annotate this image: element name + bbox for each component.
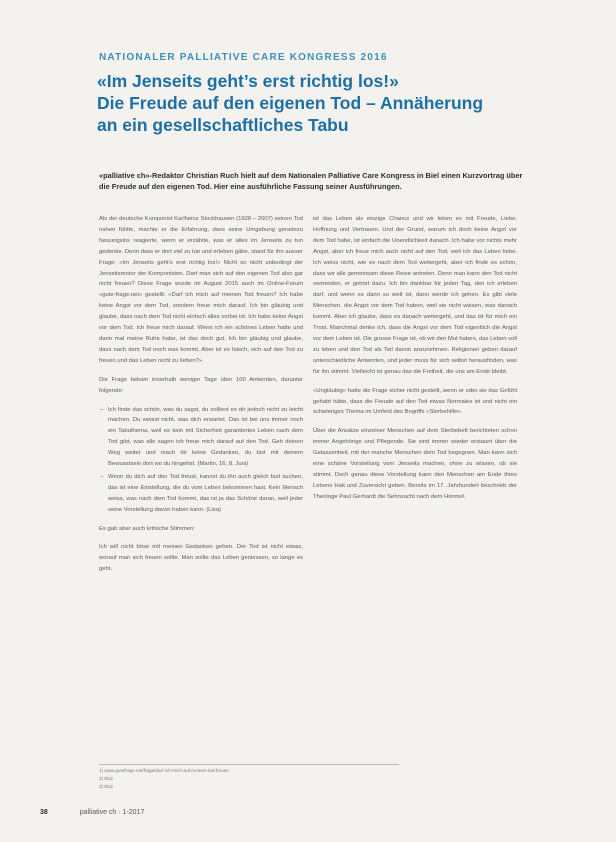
paragraph: «Ungläubig» hatte die Frage sicher nicht gestellt, wenn er oder sie das Gefühl gehabt hätte, dass die Freude auf den Tod etwas Normales ist und nicht ein schwieriges Thema im Umfeld des Begriffs «Sterbehilfe». <box>313 387 517 416</box>
list-item: – Wenn du dich auf den Tod freust, kannst du ihn auch gleich fast suchen, das ist eine Einstellung, die du vom Leben bekommen hast. Kein Mensch weiss, was nach dem Tod kommt, das ist ja das Schöne daran, weil jeder seine Vorstellung davon haben kann. (Lisa) <box>108 472 303 516</box>
footnote: 1) www.gutefrage.net/frage/darf-ich-mich-auf-meinen-tod-freuen <box>99 768 229 773</box>
paragraph: Die Frage bekam innerhalb weniger Tage über 100 Antworten, darunter folgende: <box>99 376 303 394</box>
footnote: 2) Ebd. <box>99 776 114 781</box>
footnotes <box>99 764 399 791</box>
page-number: 38 <box>40 809 48 816</box>
quote-list <box>99 405 303 516</box>
paragraph: Als der deutsche Komponist Karlheinz Stockhausen (1928 – 2007) seinen Tod nahen fühlte, machte er die Erfahrung, dass seine Umgebung geradezu fassungslos reagierte, wenn er erzählte, was er alles im Jenseits zu tun gedenke. Denn dass er dort viel zu tun und erleben gäbe, stand für ihn ausser Frage: «Im Jenseits geht’s erst richtig los!» Nicht so nicht unbedingt der Jenseitsmotor der Komponisten. Darf man sich auf den eigenen Tod also gar nicht freuen? Diese Frage wurde im August 2015 auch im Online-Forum «gute-frage.net» gestellt: «Darf ich mich auf meinen Tod freuen? Ich habe keine Angst vor dem Tod, sondern freue mich darauf. Ich bin gläubig und glaube, dass nach dem Tod nicht einfach alles vorbei ist. Ich habe keine Angst vor dem Tod. Ich freue mich darauf. Wenn ich ein schönes Leben hatte und dann mal meine Ruhe habe, ist das doch gut. Ich bin gläubig und glaube, dass nach dem Tod noch was kommt. Aber ist es falsch, sich auf den Tod zu freuen und das Leben nicht zu lieben?» <box>99 216 303 364</box>
paragraph: ist das Leben als einzige Chance und wir leben es mit Freude, Liebe, Hoffnung und Vertrauen. Und der Grund, warum ich doch keine Angst vor dem Tod habe, ist einfach die Unendlichkeit danach. Ich habe vor nichts mehr Angst, aber ich freue mich auch nicht auf den Tod, weil ich das Leben liebe. Ich weiss nicht, wie es nach dem Tod weitergeht, aber ich finde es schön, dass wir alle gemeinsam diese Reise antreten. Denn man kann den Tod nicht vermeiden, er gehört dazu. Ich bin dankbar für jeden Tag, den ich erleben darf, und wenn es dann so weit ist, dann werde ich gehen. Es gibt viele Menschen, die Angst vor dem Tod haben, weil sie nicht wissen, was danach kommt. Aber ich glaube, dass es danach weitergeht, und das ist für mich ein Trost. Manchmal denke ich, dass die Angst vor dem Tod eigentlich die Angst vor dem Leben ist. Die grosse Frage ist, ob wir den Mut haben, das Leben voll zu leben und den Tod als Teil davon anzunehmen. Religionen geben darauf unterschiedliche Antworten, und jeder muss für sich selbst herausfinden, was für ihn stimmt. Vielleicht ist genau das die Freiheit, die uns am Ende bleibt. <box>313 216 517 375</box>
list-item: – Ich finde das schön, was du sagst, du solltest es dir jedoch nicht zu leicht machen. Du weisst nicht, was dich erwartet. Das ist bei uns immer noch ein Tabuthema, weil es kein mit Sicherheit garantiertes Leben nach dem Tod gibt, was alle sagen ich freue mich darauf auf den Tod. Geh deinen Weg weiter und mach dir keine Gedanken, du bist mit deinem Bewusstsein dort wo du hingehst. (Martin, 16, 8. Juni) <box>108 405 303 470</box>
paragraph: Ich will nicht böse mit meinen Gedanken gehen. Der Tod ist nicht etwas, worauf man sich freuen sollte. Man sollte das Leben geniessen, so lange es geht. <box>99 544 303 573</box>
footnote: 3) Ebd. <box>99 784 114 789</box>
publication-name: palliative ch · 1-2017 <box>79 809 145 816</box>
page-footer <box>40 809 340 816</box>
paragraph: Es gab aber auch kritische Stimmen: <box>99 525 195 532</box>
article-lead: «palliative ch»-Redaktor Christian Ruch hielt auf dem Nationalen Palliative Care Kongress in Biel einen Kurzvortrag über die Freude auf den eigenen Tod. Hier eine ausführliche Fassung seiner Ausführungen. <box>99 171 523 191</box>
article-headline <box>97 70 567 136</box>
right-column <box>313 214 517 511</box>
paragraph: Über die Ansätze einzelner Menschen auf dem Sterbebett berichteten schon immer Angehörige und Pflegende. Sie sind immer wieder erstaunt über die Gelassenheit, mit der manche Menschen dem Tod begegnen. Man kann sich eine schöne Vorstellung vom Jenseits machen, ohne zu wissen, ob sie stimmt. Doch genau diese Vorstellung kann den Menschen am Ende ihres Lebens Halt und Zuversicht geben. Bereits im 17. Jahrhundert beschrieb der Theologe Paul Gerhardt die Sehnsucht nach dem Himmel. <box>313 428 517 500</box>
left-column <box>99 214 303 583</box>
headline-line-3: an ein gesellschaftliches Tabu <box>97 115 349 135</box>
headline-line-2: Die Freude auf den eigenen Tod – Annäherung <box>97 93 484 113</box>
section-kicker: NATIONALER PALLIATIVE CARE KONGRESS 2016 <box>99 52 388 63</box>
headline-line-1: «Im Jenseits geht’s erst richtig los!» <box>97 71 399 91</box>
